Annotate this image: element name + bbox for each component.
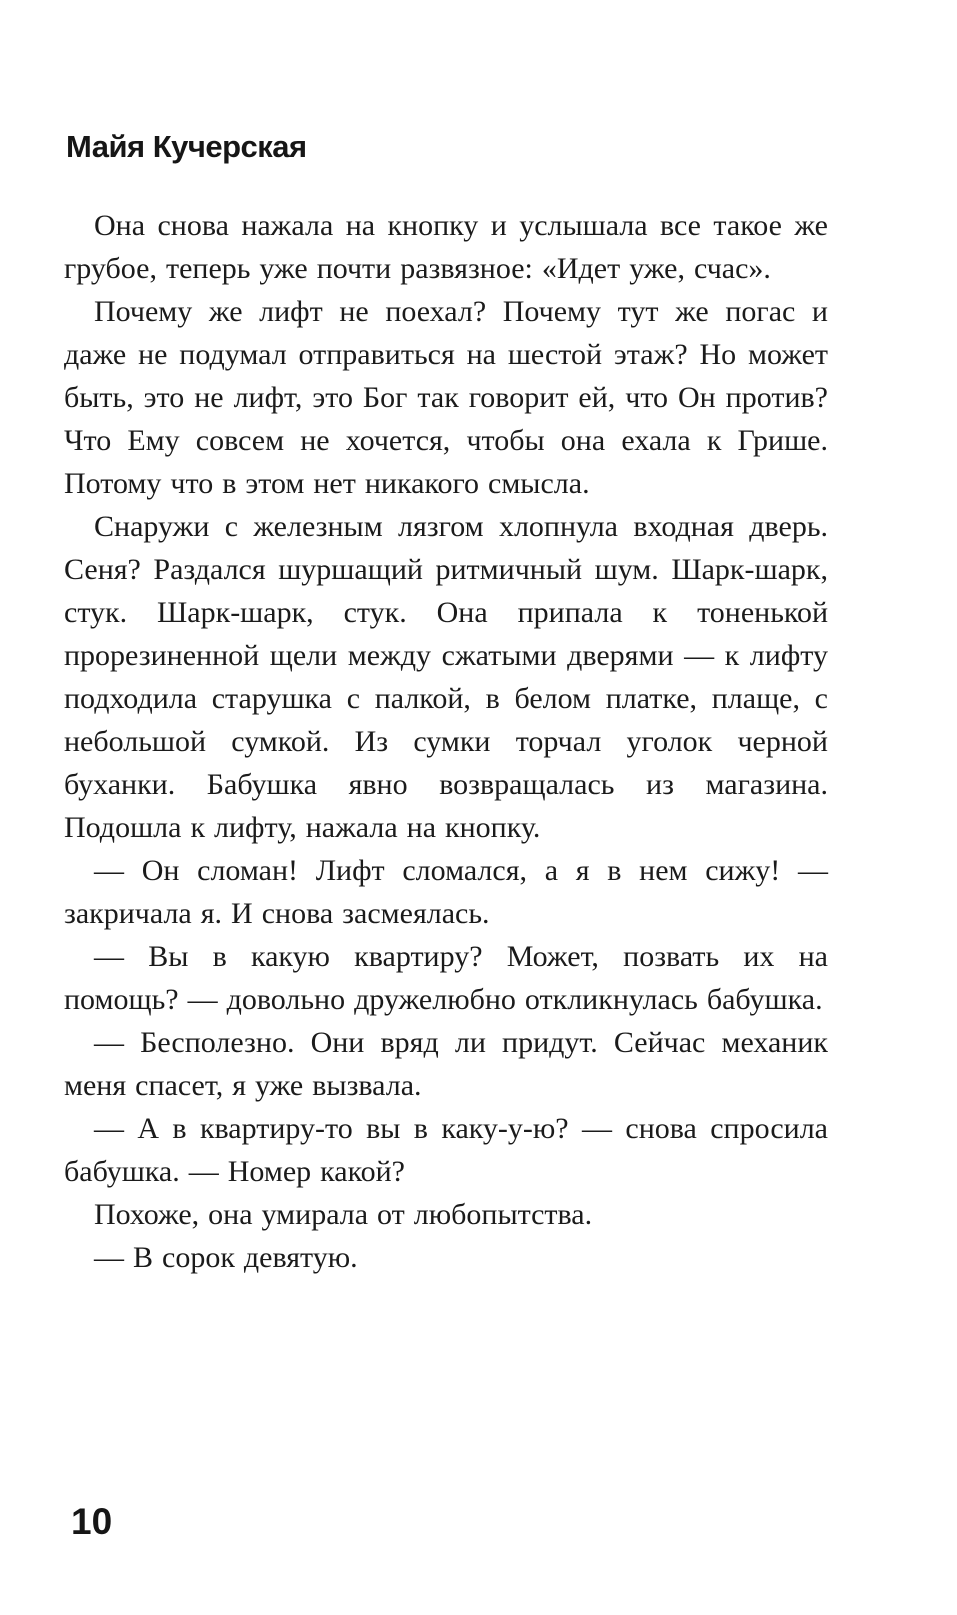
page-body xyxy=(64,204,828,1279)
paragraph: Снаружи с железным лязгом хлопнула входная дверь. Сеня? Раздался шуршащий ритмичный шум. Шарк-шарк, стук. Шарк-шарк, стук. Она припала к тоненькой прорезиненной щели между сжатыми дверями — к лифту подходила старушка с палкой, в белом платке, плаще, с небольшой сумкой. Из сумки торчал уголок черной буханки. Бабушка явно возвращалась из магазина. Подошла к лифту, нажала на кнопку. xyxy=(64,510,828,844)
paragraph: — Вы в какую квартиру? Может, позвать их на помощь? — довольно дружелюбно откликнулась бабушка. xyxy=(64,940,828,1016)
author-header: Майя Кучерская xyxy=(66,129,307,164)
paragraph: Почему же лифт не поехал? Почему тут же погас и даже не подумал отправиться на шестой этаж? Но может быть, это не лифт, это Бог так говорит ей, что Он против? Что Ему совсем не хочется, чтобы она ехала к Грише. Потому что в этом нет никакого смысла. xyxy=(64,295,828,500)
paragraph: — А в квартиру-то вы в каку-у-ю? — снова спросила бабушка. — Номер какой? xyxy=(64,1112,828,1188)
paragraph: Похоже, она умирала от любопытства. xyxy=(94,1198,593,1231)
paragraph: Она снова нажала на кнопку и услышала все такое же грубое, теперь уже почти развязное: «Идет уже, счас». xyxy=(64,209,828,285)
paragraph: — Бесполезно. Они вряд ли придут. Сейчас механик меня спасет, я уже вызвала. xyxy=(64,1026,828,1102)
paragraph: — В сорок девятую. xyxy=(94,1241,358,1274)
page-number: 10 xyxy=(71,1501,113,1542)
paragraph: — Он сломан! Лифт сломался, а я в нем сижу! — закричала я. И снова засмеялась. xyxy=(64,854,828,930)
